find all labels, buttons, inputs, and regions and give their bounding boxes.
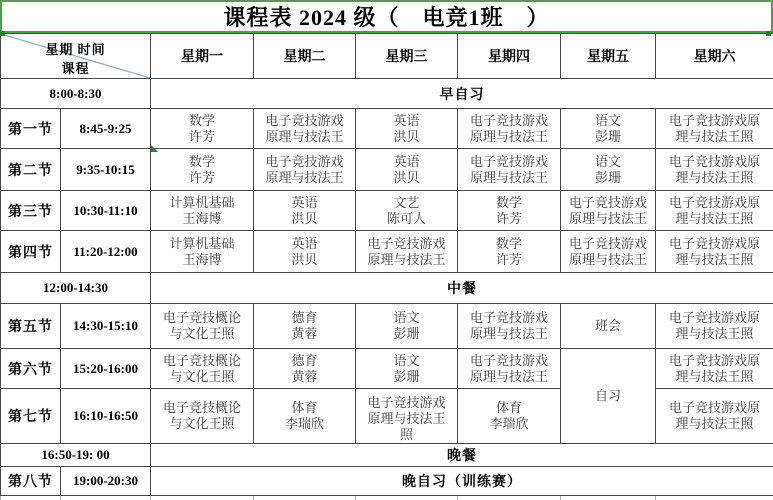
teacher-name: 洪贝 [393,128,420,144]
cell-p5-mon[interactable] [151,304,254,349]
cell-p1-thu[interactable] [458,109,561,149]
cell-p1-sat[interactable] [656,109,773,149]
teacher-name: 彭珊 [393,326,420,341]
time-cell-2[interactable]: 9:35-10:15 [61,149,151,191]
cell-p4-wed[interactable] [356,231,458,273]
cell-p1-mon[interactable] [151,109,254,149]
cell-p6-p7-fri-selfstudy[interactable] [561,349,656,444]
course-name: 语文 [393,352,420,368]
header-friday[interactable]: 星期五 [561,34,656,79]
teacher-name: 彭珊 [594,169,621,185]
course-name: 语文 [594,153,621,169]
course-name: 电子竞技游戏原 [668,352,760,368]
corner-label-top: 星期 时间 [45,42,106,57]
cell-p6-wed[interactable] [356,349,458,389]
time-cell-8[interactable]: 19:00-20:30 [61,467,151,496]
course-name: 电子竞技游戏 [469,310,548,325]
cell-p7-thu[interactable] [458,389,561,444]
cell-p2-wed[interactable] [356,149,458,191]
teacher-name: 洪贝 [291,210,318,226]
teacher-name: 陈可人 [386,210,426,226]
header-saturday[interactable]: 星期六 [656,34,773,79]
time-cell-6[interactable]: 15:20-16:00 [61,349,151,389]
cell-p4-fri[interactable] [561,231,656,273]
course-name: 理与技法王照 [675,326,754,341]
cell-p7-wed[interactable] [356,389,458,444]
course-name: 电子竞技游戏 [568,235,647,251]
course-name: 原理与技法王 [367,411,446,426]
course-name: 德育 [291,352,318,368]
time-cell-7[interactable]: 16:10-16:50 [61,389,151,444]
period-label-2[interactable]: 第二节 [1,149,61,191]
teacher-name: 黄蓉 [291,326,318,341]
course-name: 原理与技法王 [469,368,548,384]
empty-cell[interactable] [1,496,61,500]
teacher-name: 许芳 [495,251,522,267]
course-name: 数学 [188,112,215,128]
time-cell-5[interactable]: 14:30-15:10 [61,304,151,349]
header-tuesday[interactable]: 星期二 [254,34,356,79]
course-name: 计算机基础 [169,235,235,251]
course-name: 语文 [393,310,420,325]
course-name: 体育 [495,400,522,415]
empty-cell[interactable] [61,496,151,500]
cell-p3-sat[interactable] [656,191,773,231]
cell-p4-mon[interactable] [151,231,254,273]
cell-p2-mon[interactable] [151,149,254,191]
course-name: 与文化王照 [169,416,235,431]
cell-p1-fri[interactable] [561,109,656,149]
course-name: 原理与技法王 [568,210,647,226]
cell-p2-tue[interactable] [254,149,356,191]
time-cell-dinner[interactable]: 16:50-19: 00 [1,444,151,467]
empty-cell[interactable] [458,496,561,500]
page-title: 课程表 2024 级（ 电竞1班 ） [223,5,550,30]
course-name: 理与技法王照 [675,169,754,185]
cell-p7-tue[interactable] [254,389,356,444]
empty-cell[interactable] [561,496,656,500]
time-cell-1[interactable]: 8:45-9:25 [61,109,151,149]
teacher-name: 许芳 [188,128,215,144]
course-name: 电子竞技游戏原 [668,112,760,128]
course-name: 自习 [594,388,621,403]
course-name: 电子竞技概论 [162,400,241,415]
cell-p2-sat[interactable] [656,149,773,191]
course-name: 理与技法王照 [675,251,754,267]
header-monday[interactable]: 星期一 [151,34,254,79]
course-name: 数学 [495,235,522,251]
teacher-name: 洪贝 [291,251,318,267]
teacher-name: 许芳 [188,169,215,185]
merged-cell-morning-study[interactable]: 早自习 [151,79,773,109]
course-name: 计算机基础 [169,194,235,210]
cell-p5-tue[interactable] [254,304,356,349]
cell-p3-fri[interactable] [561,191,656,231]
empty-cell[interactable] [356,496,458,500]
cell-p1-wed[interactable] [356,109,458,149]
course-name: 电子竞技游戏原 [668,153,760,169]
course-name: 数学 [188,153,215,169]
course-name: 英语 [393,153,420,169]
merged-cell-evening-study[interactable]: 晚自习（训练赛） [151,467,773,496]
cell-p3-mon[interactable] [151,191,254,231]
course-name: 原理与技法王 [469,169,548,185]
title-cell[interactable] [0,0,773,33]
cell-p5-fri[interactable] [561,304,656,349]
time-cell-lunch[interactable]: 12:00-14:30 [1,273,151,304]
period-label-5[interactable]: 第五节 [1,304,61,349]
cell-p6-tue[interactable] [254,349,356,389]
partial-row [1,496,773,500]
period-label-8[interactable]: 第八节 [1,467,61,496]
empty-cell[interactable] [656,496,773,500]
cell-p1-tue[interactable] [254,109,356,149]
empty-cell[interactable] [151,496,254,500]
course-name: 英语 [393,112,420,128]
period-label-6[interactable]: 第六节 [1,349,61,389]
cell-p2-fri[interactable] [561,149,656,191]
course-name: 理与技法王照 [675,416,754,431]
course-name: 原理与技法王 [469,326,548,341]
cell-p3-thu[interactable] [458,191,561,231]
teacher-name: 彭珊 [393,368,420,384]
course-name: 照 [399,427,413,442]
teacher-name: 王海博 [182,210,222,226]
header-wednesday[interactable]: 星期三 [356,34,458,79]
cell-p3-wed[interactable] [356,191,458,231]
course-name: 电子竞技游戏 [469,153,548,169]
merged-cell-lunch[interactable]: 中餐 [151,273,773,304]
course-name: 原理与技法王 [568,251,647,267]
period-label-4[interactable]: 第四节 [1,231,61,273]
course-name: 电子竞技游戏 [469,112,548,128]
cell-p4-thu[interactable] [458,231,561,273]
course-name: 电子竞技游戏 [568,194,647,210]
period-label-3[interactable]: 第三节 [1,191,61,231]
course-name: 原理与技法王 [367,251,446,267]
cell-p7-sat[interactable] [656,389,773,444]
course-name: 电子竞技游戏原 [668,400,760,415]
corner-label-bottom: 课程 [61,61,90,76]
cell-p6-mon[interactable] [151,349,254,389]
course-name: 电子竞技概论 [162,352,241,368]
teacher-name: 王海博 [182,251,222,267]
cell-p4-sat[interactable] [656,231,773,273]
cell-p3-tue[interactable] [254,191,356,231]
cell-p6-sat[interactable] [656,349,773,389]
course-name: 原理与技法王 [265,128,344,144]
teacher-name: 李瑞欣 [284,416,324,431]
teacher-name: 黄蓉 [291,368,318,384]
empty-cell[interactable] [254,496,356,500]
header-thursday[interactable]: 星期四 [458,34,561,79]
selection-handle-left[interactable] [0,31,5,36]
cell-p7-mon[interactable] [151,389,254,444]
cell-p2-thu[interactable] [458,149,561,191]
time-cell-3[interactable]: 10:30-11:10 [61,191,151,231]
cell-p5-wed[interactable] [356,304,458,349]
course-name: 理与技法王照 [675,128,754,144]
selection-fill-handle[interactable] [766,31,771,36]
course-name: 电子竞技游戏 [367,395,446,410]
course-name: 数学 [495,194,522,210]
merged-cell-dinner[interactable]: 晚餐 [151,444,773,467]
course-name: 文艺 [393,194,420,210]
course-name: 班会 [594,318,621,333]
course-name: 理与技法王照 [675,210,754,226]
time-cell-4[interactable]: 11:20-12:00 [61,231,151,273]
timetable [0,33,773,500]
course-name: 电子竞技游戏原 [668,310,760,325]
time-cell-morning[interactable]: 8:00-8:30 [1,79,151,109]
course-name: 电子竞技游戏 [469,352,548,368]
course-name: 电子竞技游戏 [265,153,344,169]
course-name: 英语 [291,235,318,251]
teacher-name: 许芳 [495,210,522,226]
course-name: 理与技法王照 [675,368,754,384]
cell-p5-sat[interactable] [656,304,773,349]
course-name: 与文化王照 [169,368,235,384]
course-name: 电子竞技游戏原 [668,235,760,251]
teacher-name: 洪贝 [393,169,420,185]
course-name: 电子竞技游戏 [367,235,446,251]
course-name: 电子竞技概论 [162,310,241,325]
course-name: 电子竞技游戏 [265,112,344,128]
course-name: 原理与技法王 [265,169,344,185]
teacher-name: 彭珊 [594,128,621,144]
cell-p4-tue[interactable] [254,231,356,273]
course-name: 语文 [594,112,621,128]
corner-header-cell[interactable] [1,34,151,79]
period-label-1[interactable]: 第一节 [1,109,61,149]
teacher-name: 李瑞欣 [489,416,529,431]
course-name: 英语 [291,194,318,210]
cell-p5-thu[interactable] [458,304,561,349]
course-name: 与文化王照 [169,326,235,341]
course-name: 德育 [291,310,318,325]
cell-p6-thu[interactable] [458,349,561,389]
course-name: 电子竞技游戏原 [668,194,760,210]
course-name: 原理与技法王 [469,128,548,144]
course-name: 体育 [291,400,318,415]
period-label-7[interactable]: 第七节 [1,389,61,444]
